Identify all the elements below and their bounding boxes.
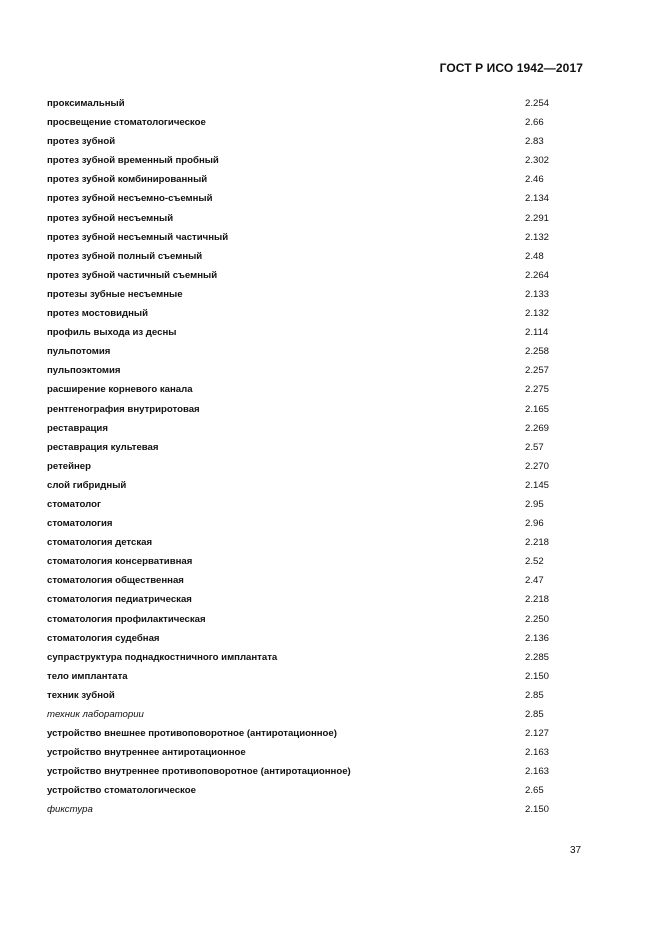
index-term: техник зубной <box>47 689 115 701</box>
index-reference-number: 2.136 <box>525 632 550 644</box>
alphabetical-index <box>47 95 567 821</box>
index-reference-number: 2.257 <box>525 365 550 377</box>
index-entry <box>47 477 567 496</box>
index-entry <box>47 668 567 687</box>
index-reference-number: 2.285 <box>525 651 550 663</box>
index-entry <box>47 286 567 305</box>
page-number: 37 <box>570 845 582 856</box>
index-term: реставрация культевая <box>47 441 159 453</box>
index-term: тело имплантата <box>47 670 128 682</box>
index-entry <box>47 630 567 649</box>
index-entry <box>47 801 567 820</box>
index-entry <box>47 515 567 534</box>
index-reference-number: 2.264 <box>525 269 550 281</box>
index-entry <box>47 439 567 458</box>
index-term: расширение корневого канала <box>47 384 193 396</box>
index-entry <box>47 496 567 515</box>
index-reference-number: 2.83 <box>525 136 544 148</box>
index-entry <box>47 572 567 591</box>
index-term: протез зубной частичный съемный <box>47 269 218 281</box>
index-entry <box>47 210 567 229</box>
index-entry <box>47 534 567 553</box>
index-entry <box>47 744 567 763</box>
index-term: протез зубной полный съемный <box>47 250 203 262</box>
index-term: пульпотомия <box>47 346 111 358</box>
index-reference-number: 2.85 <box>525 689 544 701</box>
index-term: стоматология <box>47 518 113 530</box>
index-reference-number: 2.269 <box>525 422 550 434</box>
index-term: устройство внешнее противоповоротное (антиротационное) <box>47 728 337 740</box>
index-entry <box>47 171 567 190</box>
index-entry <box>47 725 567 744</box>
index-entry <box>47 248 567 267</box>
index-reference-number: 2.57 <box>525 441 544 453</box>
index-reference-number: 2.66 <box>525 117 544 129</box>
index-entry <box>47 611 567 630</box>
index-reference-number: 2.134 <box>525 193 550 205</box>
index-entry <box>47 133 567 152</box>
index-reference-number: 2.250 <box>525 613 550 625</box>
index-entry <box>47 420 567 439</box>
index-reference-number: 2.270 <box>525 460 550 472</box>
index-reference-number: 2.65 <box>525 785 544 797</box>
index-reference-number: 2.218 <box>525 594 550 606</box>
index-reference-number: 2.47 <box>525 575 544 587</box>
index-term: стоматология общественная <box>47 575 184 587</box>
index-term: стоматолог <box>47 498 101 510</box>
index-term: проксимальный <box>47 98 125 109</box>
index-term: супраструктура поднадкостничного имплантата <box>47 651 278 663</box>
index-term: протез зубной несъемный частичный <box>47 231 229 243</box>
index-reference-number: 2.52 <box>525 556 544 568</box>
index-reference-number: 2.254 <box>525 98 550 109</box>
index-reference-number: 2.145 <box>525 479 550 491</box>
index-reference-number: 2.133 <box>525 288 550 300</box>
index-term: стоматология консервативная <box>47 556 193 568</box>
index-term: протез зубной несъемный <box>47 212 174 224</box>
index-term: реставрация <box>47 422 108 434</box>
index-reference-number: 2.48 <box>525 250 544 262</box>
index-entry <box>47 706 567 725</box>
index-entry <box>47 324 567 343</box>
index-term: протез зубной несъемно-съемный <box>47 193 213 205</box>
index-entry <box>47 458 567 477</box>
index-reference-number: 2.291 <box>525 212 550 224</box>
index-term: стоматология судебная <box>47 632 160 644</box>
index-reference-number: 2.95 <box>525 498 544 510</box>
index-term: стоматология детская <box>47 537 153 549</box>
index-entry <box>47 782 567 801</box>
index-reference-number: 2.114 <box>525 327 549 339</box>
index-term: стоматология профилактическая <box>47 613 206 625</box>
index-entry <box>47 687 567 706</box>
index-entry <box>47 763 567 782</box>
index-term: устройство стоматологическое <box>47 785 196 797</box>
index-entry <box>47 362 567 381</box>
index-reference-number: 2.163 <box>525 747 550 759</box>
index-term: техник лаборатории <box>47 709 144 720</box>
index-term: устройство внутреннее антиротационное <box>47 747 246 759</box>
index-reference-number: 2.127 <box>525 728 550 740</box>
index-reference-number: 2.132 <box>525 231 550 243</box>
index-reference-number: 2.302 <box>525 155 550 167</box>
index-term: профиль выхода из десны <box>47 327 177 339</box>
index-entry <box>47 267 567 286</box>
index-term: просвещение стоматологическое <box>47 117 206 129</box>
index-reference-number: 2.163 <box>525 766 550 778</box>
index-reference-number: 2.46 <box>525 174 544 186</box>
index-term: фикстура <box>47 804 93 816</box>
index-reference-number: 2.275 <box>525 384 550 396</box>
index-reference-number: 2.85 <box>525 709 544 720</box>
index-entry <box>47 649 567 668</box>
standard-header: ГОСТ Р ИСО 1942—2017 <box>439 61 583 75</box>
index-entry <box>47 190 567 209</box>
index-entry <box>47 95 567 114</box>
index-entry <box>47 114 567 133</box>
index-term: ретейнер <box>47 460 91 472</box>
index-reference-number: 2.218 <box>525 537 550 549</box>
index-reference-number: 2.132 <box>525 308 550 320</box>
index-reference-number: 2.96 <box>525 518 544 530</box>
index-reference-number: 2.150 <box>525 670 550 682</box>
index-entry <box>47 229 567 248</box>
index-term: протезы зубные несъемные <box>47 288 183 300</box>
index-reference-number: 2.150 <box>525 804 550 816</box>
index-reference-number: 2.165 <box>525 403 550 415</box>
index-term: протез зубной комбинированный <box>47 174 208 186</box>
index-term: стоматология педиатрическая <box>47 594 192 606</box>
index-entry <box>47 152 567 171</box>
index-entry <box>47 401 567 420</box>
index-term: протез зубной <box>47 136 116 148</box>
index-term: пульпоэктомия <box>47 365 121 377</box>
index-entry <box>47 305 567 324</box>
index-entry <box>47 553 567 572</box>
index-entry <box>47 381 567 400</box>
index-term: рентгенография внутриротовая <box>47 403 200 415</box>
index-term: протез зубной временный пробный <box>47 155 219 167</box>
index-term: слой гибридный <box>47 479 127 491</box>
index-reference-number: 2.258 <box>525 346 550 358</box>
index-entry <box>47 343 567 362</box>
index-entry <box>47 591 567 610</box>
index-term: протез мостовидный <box>47 308 148 320</box>
index-term: устройство внутреннее противоповоротное (антиротационное) <box>47 766 351 778</box>
